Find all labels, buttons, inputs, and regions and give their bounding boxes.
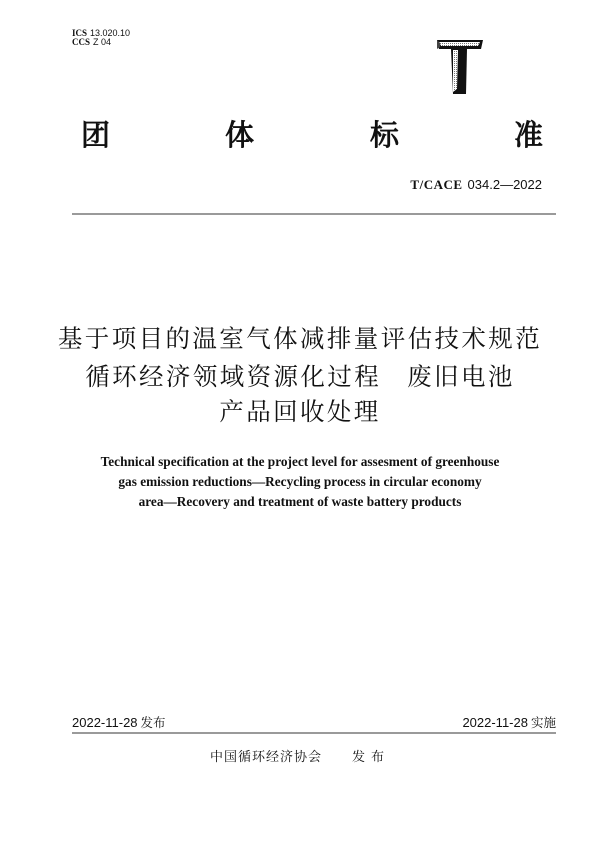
publisher-action: 发布: [352, 750, 391, 765]
ccs-label: CCS: [72, 37, 91, 47]
standard-number-value: 034.2—2022: [467, 177, 542, 192]
implement-date: [462, 715, 556, 730]
chinese-title-line-2-part-2: 废旧电池: [407, 362, 515, 391]
standard-number-prefix: T/CACE: [410, 177, 463, 192]
category-char-1: 团: [81, 118, 111, 152]
publish-date-label: 发布: [140, 715, 166, 730]
chinese-title-line-3: 产品回收处理: [219, 397, 381, 426]
ccs-code: [72, 38, 111, 47]
publisher: [0, 750, 600, 766]
implement-date-label: 实施: [530, 715, 556, 730]
english-title-line-1: Technical specification at the project level for assesment of greenhouse: [100, 454, 500, 469]
t-standard-logo-icon: [436, 39, 484, 95]
bottom-divider: [72, 732, 556, 734]
category-char-4: 准: [514, 118, 544, 152]
ccs-value: Z 04: [93, 37, 112, 47]
chinese-title-line-2-part-1: 循环经济领域资源化过程: [85, 362, 382, 391]
english-title-line-3: area—Recovery and treatment of waste battery products: [138, 494, 462, 509]
english-title-line-2: gas emission reductions—Recycling process in circular economy: [118, 474, 482, 489]
top-divider: [72, 213, 556, 215]
ics-value: 13.020.10: [90, 28, 131, 38]
publish-date-value: 2022-11-28: [72, 715, 138, 730]
publisher-organization: 中国循环经济协会: [209, 750, 322, 765]
ics-label: ICS: [72, 28, 88, 38]
chinese-title-line-2: [0, 363, 600, 391]
implement-date-value: 2022-11-28: [462, 715, 528, 730]
publish-date: [72, 715, 166, 730]
category-char-3: 标: [370, 118, 400, 152]
chinese-title-line-1: 基于项目的温室气体减排量评估技术规范: [57, 324, 543, 353]
category-char-2: 体: [225, 118, 255, 152]
standard-number: [410, 177, 542, 192]
